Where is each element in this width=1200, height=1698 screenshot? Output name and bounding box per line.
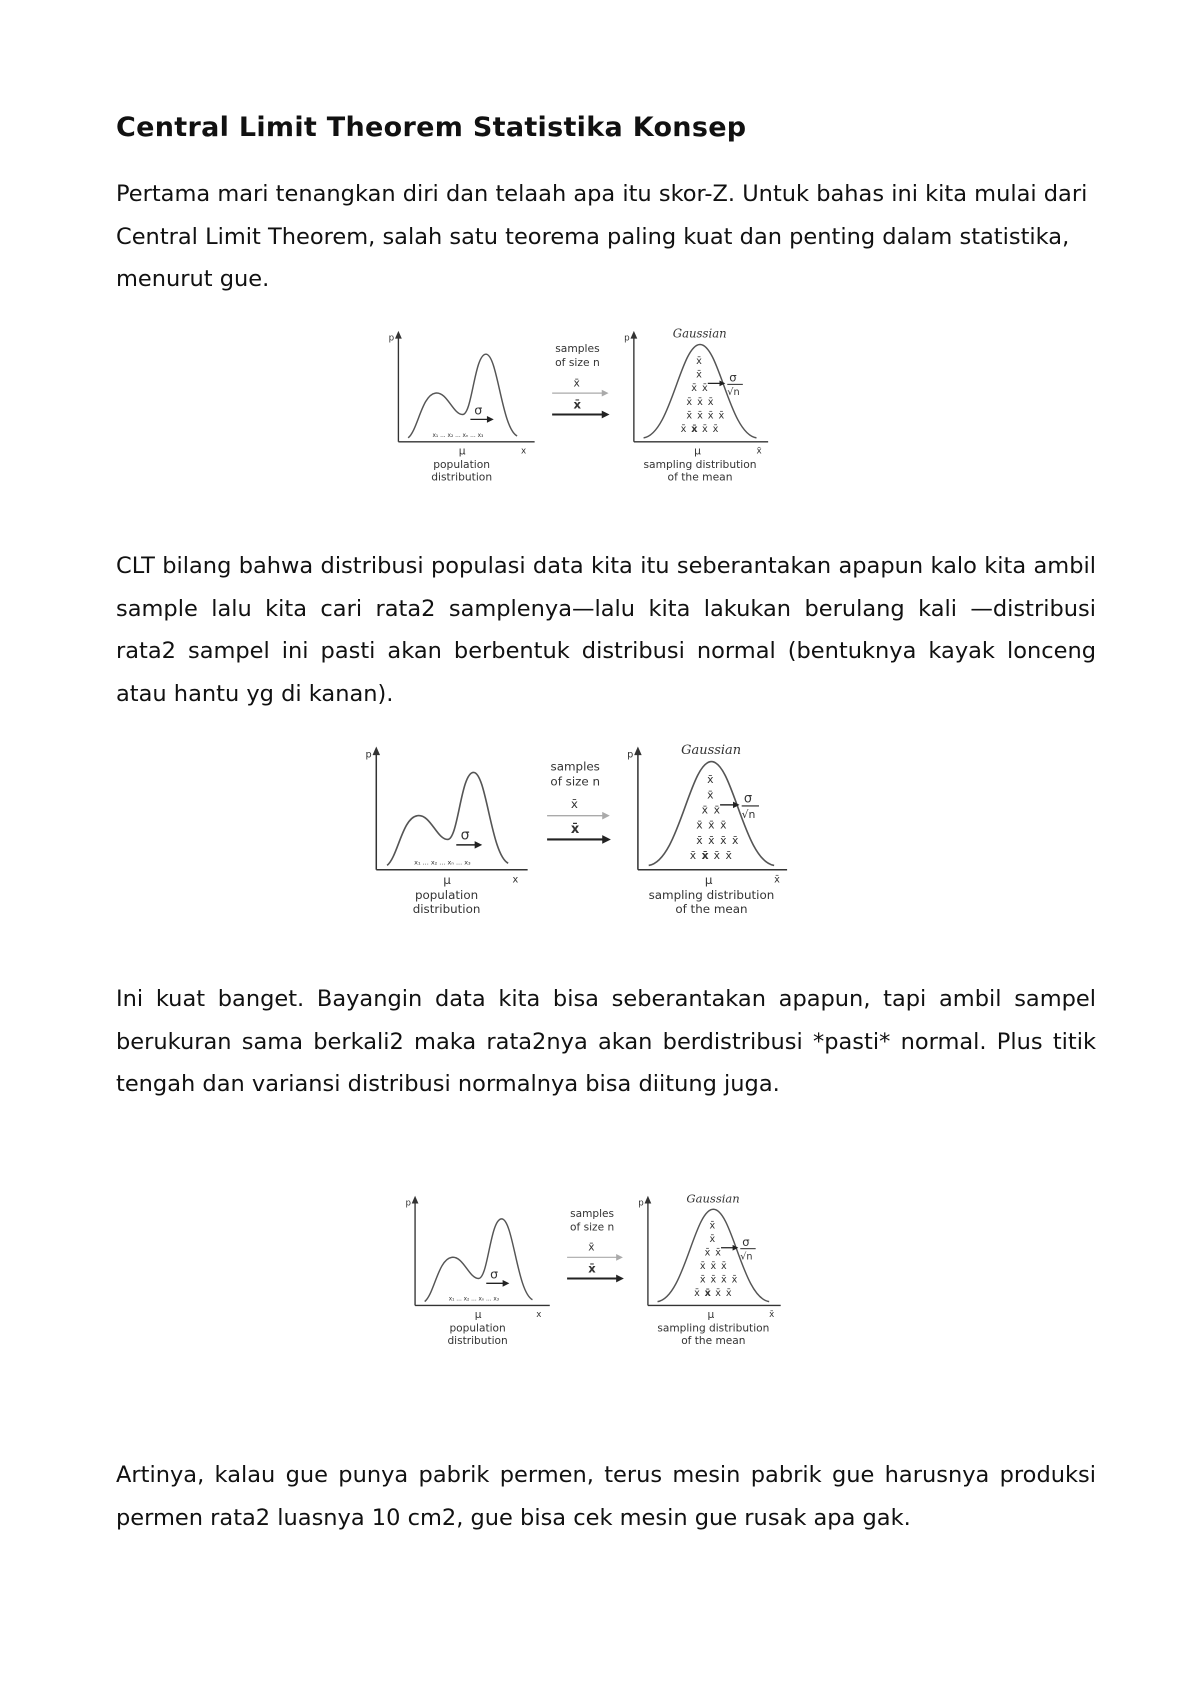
xbar-mark: x̄ [696,355,702,367]
left-sigma-label: σ [490,1266,499,1282]
right-title: Gaussian [681,743,742,759]
middle-label-line2: of size n [550,774,600,789]
xbar-stack [694,1220,738,1298]
left-spread-arrowhead [475,841,483,849]
left-y-arrow [412,1196,419,1204]
left-axis-y-label: p [388,333,395,344]
middle-label-line1: samples [550,759,600,774]
left-spread-arrowhead [503,1280,510,1287]
xbar-mark: x̄ [696,369,702,381]
left-caption-line1: population [414,887,479,902]
xbar-mark: x̄ [686,410,693,422]
paragraph-clt: CLT bilang bahwa distribusi populasi data kita itu seberantakan apapun kalo kita ambil sample lalu kita cari rata2 samplenya—lalu kita lakukan berulang kali —distribusi rata2 sampel ini pasti akan berbentuk distribusi normal (bentuknya kayak lonceng atau hantu yg di kanan). [116,553,1096,707]
left-sigma-label: σ [460,827,470,844]
paragraph-strength: Ini kuat banget. Bayangin data kita bisa seberantakan apapun, tapi ambil sampel berukuran sama berkali2 maka rata2nya akan berdistribusi *pasti* normal. Plus titik tengah dan variansi distribusi normalnya bisa diitung juga. [116,986,1096,1097]
clt-diagram-svg [405,1190,810,1368]
xbar-mark: x̄ [709,1220,716,1232]
middle-arrowhead-lower [602,411,610,419]
middle-xbar-upper: x̄ [588,1241,595,1254]
clt-figure-2 [365,740,820,940]
left-mu-label: μ [443,872,451,887]
left-mu-label: μ [458,444,466,458]
xbar-mark: x̄ [708,833,715,847]
population-curve [425,1219,533,1302]
xbar-stack [690,773,739,862]
left-caption-line2: distribution [447,1334,508,1347]
middle-arrowhead-lower [602,835,611,844]
xbar-mark: x̄ [697,410,703,422]
xbar-mark: x̄ [720,818,727,832]
middle-xbar-upper: x̄ [570,797,578,812]
left-axis-y-label: p [405,1198,411,1209]
xbar-mark: x̄ [731,1274,738,1286]
left-caption-line1: population [449,1322,506,1335]
right-axis-x-label: x̄ [769,1310,775,1321]
xbar-mark: x̄ [699,1260,706,1272]
clt-figure-3 [405,1190,810,1368]
right-axis-y-label: p [624,333,630,344]
xbar-mark: x̄ [715,1247,721,1259]
xbar-mark: x̄ [725,848,732,862]
right-sqrt-n-label: √n [740,1251,753,1263]
right-axis-x-label: x̄ [756,446,762,457]
right-mu-label: μ [694,444,702,458]
xbar-mark: x̄ [701,383,708,395]
xbar-mark: x̄ [707,773,714,787]
xbar-mark: x̄ [699,1274,706,1286]
right-title: Gaussian [672,326,727,341]
middle-xbar-lower: x̄ [588,1261,596,1276]
xbar-mark: x̄ [713,803,720,817]
xbar-mark: x̄ [701,803,709,817]
right-caption-line2: of the mean [681,1334,746,1347]
xbar-mark: x̄ [707,410,714,422]
xbar-mark: x̄ [731,833,739,847]
left-axis-x-label: x [536,1310,542,1321]
left-axis-y-label: p [365,749,372,761]
right-sqrt-n-label: √n [727,387,740,399]
population-curve [408,354,517,438]
right-mu-label: μ [707,1308,715,1321]
right-y-arrow [645,1196,652,1204]
left-mu-label: μ [474,1308,482,1321]
middle-arrowhead-upper [602,812,610,820]
xbar-mark: x̄ [720,833,727,847]
clt-diagram-svg [365,740,820,940]
middle-label-line2: of size n [570,1221,615,1234]
clt-diagram-svg [388,325,798,505]
middle-arrowhead-lower [616,1275,624,1283]
xbar-mark-highlight: x̄ [691,424,698,436]
xbar-mark: x̄ [718,410,725,422]
xbar-mark: x̄ [691,383,698,395]
xbar-mark: x̄ [707,396,714,408]
right-sigma-label: σ [729,370,737,385]
right-caption-line1: sampling distribution [643,458,757,472]
paragraph-example: Artinya, kalau gue punya pabrik permen, terus mesin pabrik gue harusnya produksi permen rata2 luasnya 10 cm2, gue bisa cek mesin gue rusak apa gak. [116,1462,1096,1531]
right-mu-label: μ [704,872,713,887]
middle-xbar-lower: x̄ [573,397,582,412]
xbar-mark: x̄ [701,424,708,436]
left-axis-x-label: x [512,874,519,886]
right-sigma-label: σ [742,1234,750,1249]
xbar-mark: x̄ [710,1274,717,1286]
xbar-mark-highlight: x̄ [704,1287,711,1299]
right-sigma-label: σ [743,791,753,807]
xbar-mark: x̄ [713,848,720,862]
left-axis-x-label: x [521,446,527,457]
middle-arrowhead-upper [602,390,609,397]
left-y-arrow [395,331,402,339]
left-sample-points: x₁ ... x₂ ... xₙ ... x₃ [414,858,471,867]
xbar-mark: x̄ [721,1274,727,1286]
left-sample-points: x₁ ... x₂ ... xₙ ... x₃ [432,432,484,439]
middle-label-line1: samples [555,342,600,356]
xbar-mark: x̄ [694,1287,700,1299]
left-y-arrow [373,746,381,755]
middle-arrowhead-upper [616,1254,623,1261]
right-sqrt-n-label: √n [741,807,756,821]
xbar-mark: x̄ [715,1287,721,1299]
left-sample-points: x₁ ... x₂ ... xₙ ... x₃ [448,1296,500,1303]
population-curve [387,772,508,865]
middle-label-line2: of size n [555,355,600,369]
xbar-mark: x̄ [721,1260,727,1272]
xbar-mark: x̄ [696,818,703,832]
xbar-mark: x̄ [689,848,697,862]
right-axis-x-label: x̄ [774,874,780,886]
right-axis-y-label: p [638,1198,644,1209]
paragraph-intro: Pertama mari tenangkan diri dan telaah apa itu skor-Z. Untuk bahas ini kita mulai dari Central Limit Theorem, salah satu teorema paling kuat dan penting dalam statistika, menurut gue. [116,181,1088,292]
xbar-mark: x̄ [707,788,714,802]
middle-label-line1: samples [570,1207,615,1220]
left-caption-line2: distribution [412,901,481,916]
xbar-mark: x̄ [712,424,719,436]
left-caption-line2: distribution [431,470,493,484]
xbar-mark: x̄ [708,818,715,832]
right-y-arrow [634,746,642,755]
left-spread-arrowhead [487,416,494,423]
xbar-mark: x̄ [725,1287,732,1299]
left-sigma-label: σ [474,402,483,418]
xbar-mark: x̄ [697,396,703,408]
xbar-mark: x̄ [709,1233,716,1245]
clt-figure-1 [388,325,798,505]
xbar-mark: x̄ [696,833,703,847]
page-title: Central Limit Theorem Statistika Konsep [116,112,747,143]
middle-xbar-upper: x̄ [573,376,580,390]
xbar-mark: x̄ [704,1247,711,1259]
right-caption-line1: sampling distribution [648,887,775,902]
right-axis-y-label: p [627,749,634,761]
xbar-mark: x̄ [710,1260,717,1272]
middle-xbar-lower: x̄ [570,821,580,837]
right-caption-line1: sampling distribution [657,1322,770,1335]
xbar-mark: x̄ [686,396,693,408]
right-title: Gaussian [686,1191,740,1206]
right-caption-line2: of the mean [675,901,748,916]
xbar-mark-highlight: x̄ [701,848,709,862]
right-caption-line2: of the mean [667,470,733,484]
right-y-arrow [630,331,637,339]
xbar-mark: x̄ [680,424,687,436]
left-caption-line1: population [433,458,491,472]
